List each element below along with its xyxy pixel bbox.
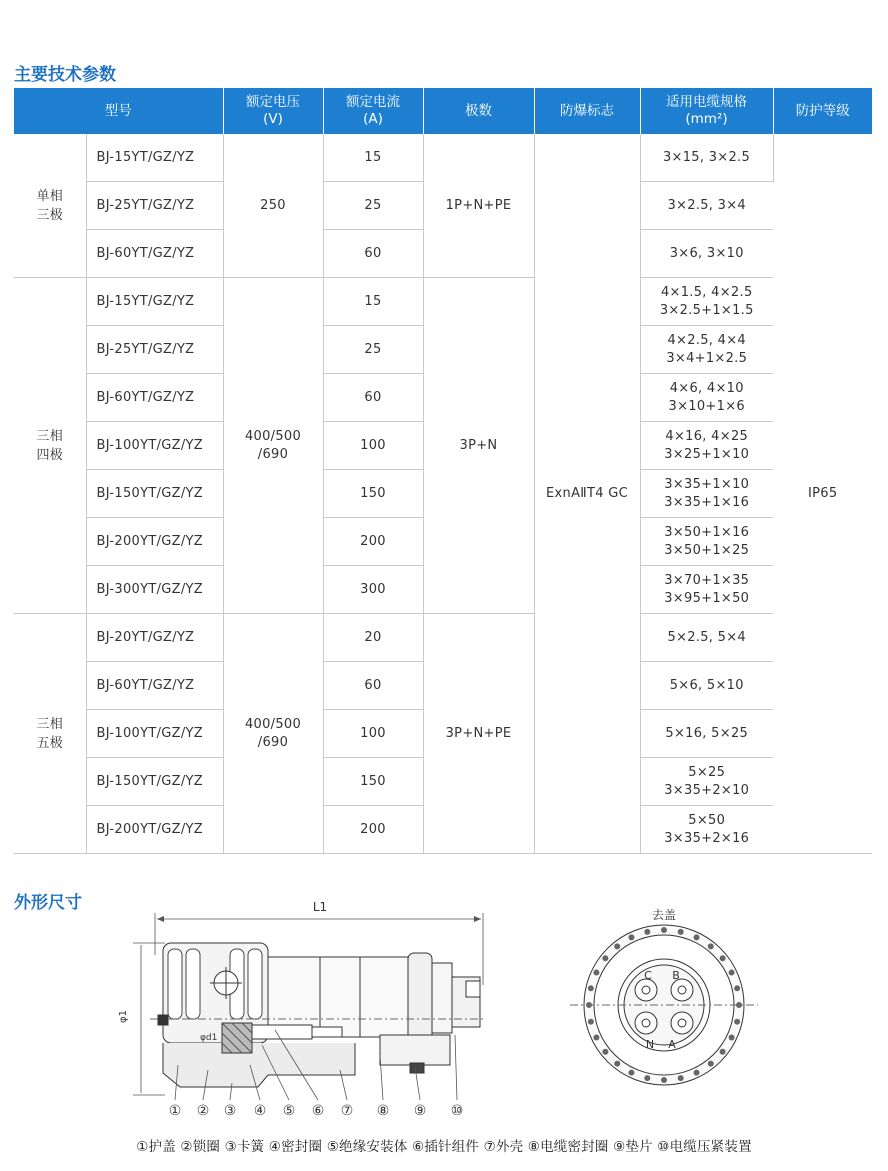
table-row	[14, 134, 872, 182]
bezel-tooth	[734, 1019, 740, 1025]
current-cell: 25	[323, 182, 423, 230]
cable-cell: 5×25 3×35+2×10	[640, 758, 773, 806]
pin-label-b: B	[672, 969, 680, 982]
model-cell: BJ-20YT/GZ/YZ	[86, 614, 223, 662]
header-protection: 防护等级	[773, 88, 872, 134]
header-explosion-mark: 防爆标志	[534, 88, 640, 134]
bezel-tooth	[720, 1049, 726, 1055]
explosion-mark-cell: ExnAⅡT4 GC	[534, 134, 640, 854]
cable-cell: 3×2.5, 3×4	[640, 182, 773, 230]
current-cell: 150	[323, 758, 423, 806]
model-cell: BJ-100YT/GZ/YZ	[86, 710, 223, 758]
cable-cell: 5×50 3×35+2×16	[640, 806, 773, 854]
cable-cell: 4×1.5, 4×2.5 3×2.5+1×1.5	[640, 278, 773, 326]
current-cell: 15	[323, 278, 423, 326]
section-title-specs: 主要技术参数	[14, 65, 116, 85]
current-cell: 200	[323, 806, 423, 854]
header-cable: 适用电缆规格 (mm²)	[640, 88, 773, 134]
cable-cell: 4×2.5, 4×4 3×4+1×2.5	[640, 326, 773, 374]
model-cell: BJ-300YT/GZ/YZ	[86, 566, 223, 614]
current-cell: 25	[323, 326, 423, 374]
poles-cell: 3P+N+PE	[423, 614, 534, 854]
model-cell: BJ-60YT/GZ/YZ	[86, 374, 223, 422]
header-model: 型号	[14, 88, 223, 134]
callout-2: ②	[196, 1103, 210, 1119]
bezel-tooth	[661, 927, 667, 933]
bezel-tooth	[644, 929, 650, 935]
group-name: 三相 四极	[14, 278, 86, 614]
dimension-drawing	[0, 895, 888, 1135]
current-cell: 60	[323, 662, 423, 710]
section-title-dimensions: 外形尺寸	[14, 893, 82, 913]
bezel-tooth	[593, 1035, 599, 1041]
bezel-tooth	[628, 934, 634, 940]
current-cell: 200	[323, 518, 423, 566]
current-cell: 60	[323, 230, 423, 278]
bezel-tooth	[661, 1077, 667, 1083]
bezel-tooth	[644, 1075, 650, 1081]
bezel-tooth	[694, 934, 700, 940]
model-cell: BJ-60YT/GZ/YZ	[86, 662, 223, 710]
model-cell: BJ-60YT/GZ/YZ	[86, 230, 223, 278]
group-name: 三相 五极	[14, 614, 86, 854]
bezel-tooth	[708, 943, 714, 949]
cable-cell: 3×6, 3×10	[640, 230, 773, 278]
protection-cell: IP65	[773, 134, 872, 854]
bezel-tooth	[593, 969, 599, 975]
bezel-tooth	[614, 1061, 620, 1067]
model-cell: BJ-100YT/GZ/YZ	[86, 422, 223, 470]
model-cell: BJ-150YT/GZ/YZ	[86, 470, 223, 518]
bezel-tooth	[729, 969, 735, 975]
bezel-tooth	[586, 1002, 592, 1008]
poles-cell: 1P+N+PE	[423, 134, 534, 278]
header-current: 额定电流 (A)	[323, 88, 423, 134]
bezel-tooth	[678, 1075, 684, 1081]
model-cell: BJ-150YT/GZ/YZ	[86, 758, 223, 806]
callout-4: ④	[253, 1103, 267, 1119]
current-cell: 60	[323, 374, 423, 422]
table-row	[14, 614, 872, 662]
cable-cell: 5×16, 5×25	[640, 710, 773, 758]
poles-cell: 3P+N	[423, 278, 534, 614]
callout-10: ⑩	[450, 1103, 464, 1119]
group-name: 单相 三极	[14, 134, 86, 278]
bezel-tooth	[678, 929, 684, 935]
callout-6: ⑥	[311, 1103, 325, 1119]
cable-cell: 3×70+1×35 3×95+1×50	[640, 566, 773, 614]
header-voltage: 额定电压 (V)	[223, 88, 323, 134]
callout-9: ⑨	[413, 1103, 427, 1119]
callout-5: ⑤	[282, 1103, 296, 1119]
diameter-label: φ1	[118, 1010, 129, 1023]
bezel-tooth	[588, 985, 594, 991]
cap-removed-label: 去盖	[651, 908, 677, 922]
length-label: L1	[312, 900, 328, 914]
cable-cell: 4×6, 4×10 3×10+1×6	[640, 374, 773, 422]
bezel-tooth	[720, 955, 726, 961]
inner-diameter-label: φd1	[200, 1033, 218, 1043]
header-poles: 极数	[423, 88, 534, 134]
bezel-tooth	[602, 955, 608, 961]
cable-cell: 5×6, 5×10	[640, 662, 773, 710]
model-cell: BJ-15YT/GZ/YZ	[86, 278, 223, 326]
parts-legend: ①护盖 ②锁圈 ③卡簧 ④密封圈 ⑤绝缘安装体 ⑥插针组件 ⑦外壳 ⑧电缆密封圈 ⑨垫片 ⑩电缆压紧装置	[136, 1139, 752, 1155]
model-cell: BJ-25YT/GZ/YZ	[86, 326, 223, 374]
current-cell: 15	[323, 134, 423, 182]
bezel-tooth	[628, 1070, 634, 1076]
current-cell: 100	[323, 422, 423, 470]
model-cell: BJ-200YT/GZ/YZ	[86, 518, 223, 566]
callout-8: ⑧	[376, 1103, 390, 1119]
callout-1: ①	[168, 1103, 182, 1119]
pin-label-a: A	[668, 1038, 676, 1051]
cable-cell: 5×2.5, 5×4	[640, 614, 773, 662]
bezel-tooth	[734, 985, 740, 991]
current-cell: 20	[323, 614, 423, 662]
cable-cell: 3×50+1×16 3×50+1×25	[640, 518, 773, 566]
model-cell: BJ-15YT/GZ/YZ	[86, 134, 223, 182]
bezel-tooth	[614, 943, 620, 949]
drawing-svg	[0, 895, 888, 1135]
current-cell: 100	[323, 710, 423, 758]
model-cell: BJ-25YT/GZ/YZ	[86, 182, 223, 230]
voltage-cell: 400/500 /690	[223, 278, 323, 614]
bezel-tooth	[602, 1049, 608, 1055]
table-row	[14, 278, 872, 326]
current-cell: 150	[323, 470, 423, 518]
voltage-cell: 250	[223, 134, 323, 278]
spec-table	[14, 88, 872, 854]
pin-label-c: C	[644, 969, 652, 982]
callout-7: ⑦	[340, 1103, 354, 1119]
callout-3: ③	[223, 1103, 237, 1119]
cable-cell: 4×16, 4×25 3×25+1×10	[640, 422, 773, 470]
bezel-tooth	[708, 1061, 714, 1067]
cable-cell: 3×15, 3×2.5	[640, 134, 773, 182]
bezel-tooth	[729, 1035, 735, 1041]
cable-cell: 3×35+1×10 3×35+1×16	[640, 470, 773, 518]
model-cell: BJ-200YT/GZ/YZ	[86, 806, 223, 854]
table-header-row	[14, 88, 872, 134]
pin-label-n: N	[645, 1038, 655, 1051]
bezel-tooth	[588, 1019, 594, 1025]
bezel-tooth	[694, 1070, 700, 1076]
current-cell: 300	[323, 566, 423, 614]
voltage-cell: 400/500 /690	[223, 614, 323, 854]
bezel-tooth	[736, 1002, 742, 1008]
